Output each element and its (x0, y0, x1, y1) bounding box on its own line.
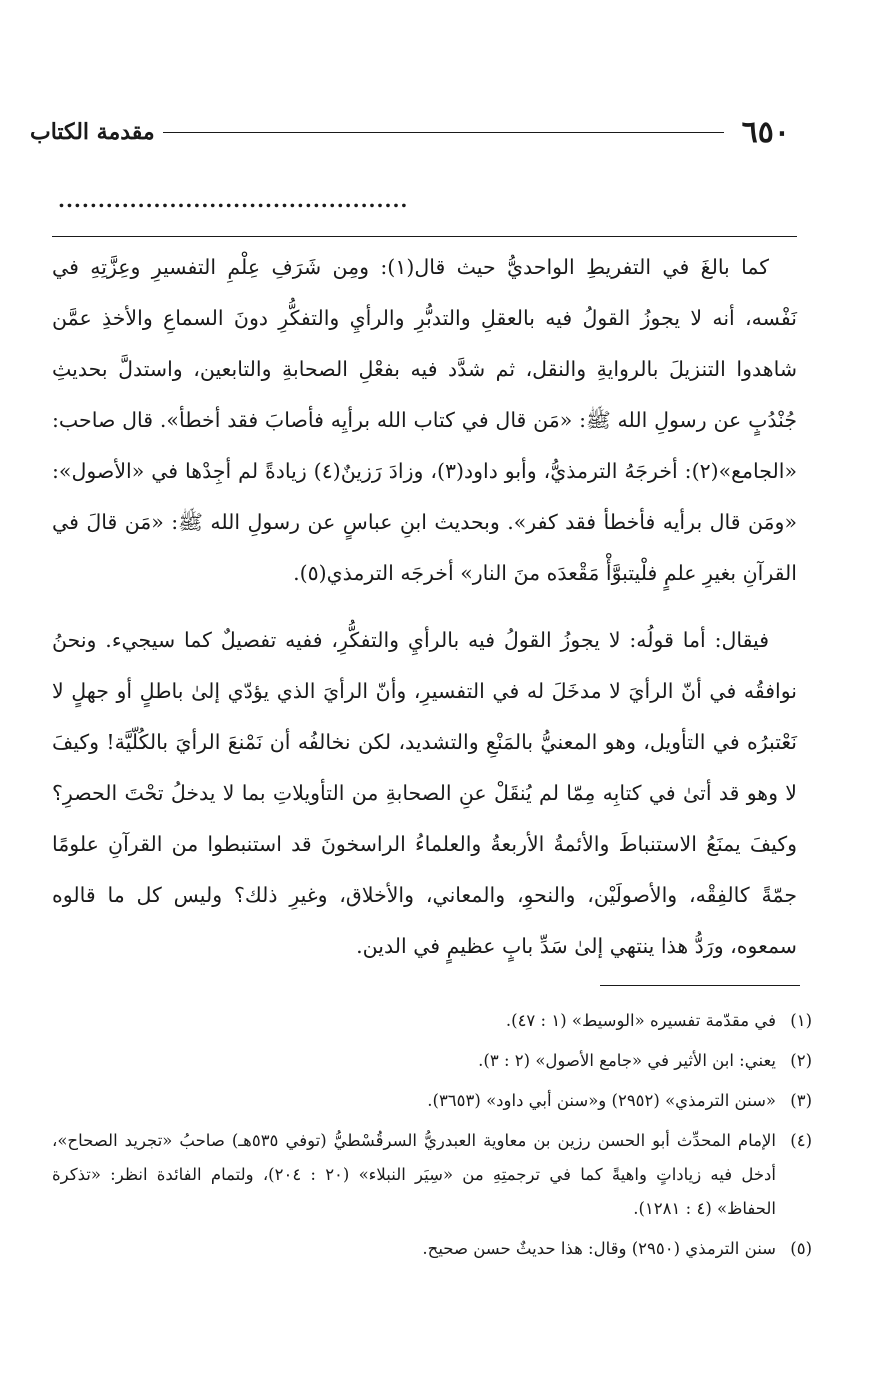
separator-dots: ............................................ (58, 188, 409, 212)
header-title: مقدمة الكتاب (30, 119, 155, 145)
footnote-text: «سنن الترمذي» (٢٩٥٢) و«سنن أبي داود» (٣٦٥٣). (427, 1091, 776, 1110)
footnotes (52, 1004, 812, 1272)
running-header (30, 112, 790, 152)
footnote-text: الإمام المحدِّث أبو الحسن رزين بن معاوية العبدريُّ السرقُسْطيُّ (توفي ٥٣٥هـ) صاحبُ «تجريد الصحاح»، أدخل فيه زياداتٍ واهيةً كما في ترجمتِهِ من «سِيَر النبلاء» (٢٠ : ٢٠٤)، ولتمام الفائدة انظر: «تذكرة الحفاظ» (٤ : ١٢٨١). (52, 1131, 776, 1218)
footnote-text: يعني: ابن الأثير في «جامع الأصول» (٢ : ٣). (478, 1051, 776, 1070)
footnote-item (52, 1084, 812, 1118)
footnote-text: سنن الترمذي (٢٩٥٠) وقال: هذا حديثٌ حسن صحيح. (422, 1239, 776, 1258)
footnote-text: في مقدّمة تفسيره «الوسيط» (١ : ٤٧). (505, 1011, 776, 1030)
footnote-number: (٢) (790, 1051, 812, 1070)
main-text (52, 242, 797, 972)
footnote-rule (600, 985, 800, 986)
footnote-number: (١) (790, 1011, 812, 1030)
footnote-item (52, 1044, 812, 1078)
paragraph: فيقال: أما قولُه: لا يجوزُ القولُ فيه بالرأيِ والتفكُّرِ، ففيه تفصيلٌ كما سيجيء. ونحنُ نوافقُه في أنّ الرأيَ لا مدخَلَ له في التفسيرِ، وأنّ الرأيَ الذي يؤدّي إلىٰ باطلٍ أو جهلٍ لا نَعْتبرُه في التأويل، وهو المعنيُّ بالمَنْعِ والتشديد، لكن نخالفُه أن نَمْنعَ الرأيَ بالكُلّيَّة! وكيفَ لا وهو قد أتىٰ في كتابِه مِمّا لم يُنقَلْ عنِ الصحابةِ من التأويلاتِ بما لا يدخلُ تحْتَ الحصرِ؟ وكيفَ يمنَعُ الاستنباطَ والأئمةُ الأربعةُ والعلماءُ الراسخونَ قد استنبطوا من القرآنِ علومًا جمّةً كالفِقْه، والأصولَيْن، والنحوِ، والمعاني، والأخلاق، وغيرِ ذلك؟ وليس كل ما قالوه سمعوه، ورَدُّ هذا ينتهي إلىٰ سَدِّ بابٍ عظيمٍ في الدين. (52, 628, 797, 958)
footnote-item (52, 1232, 812, 1266)
page-number: ٦٥٠ (741, 114, 790, 150)
header-rule (163, 132, 724, 133)
top-rule (52, 236, 797, 237)
footnote-number: (٣) (790, 1091, 812, 1110)
footnote-item (52, 1124, 812, 1226)
footnote-item (52, 1004, 812, 1038)
paragraph: كما بالغَ في التفريطِ الواحديُّ حيث قال(١): ومِن شَرَفِ عِلْمِ التفسيرِ وعِزَّتِهِ في نَفْسه، أنه لا يجوزُ القولُ فيه بالعقلِ والتدبُّرِ والرأيِ والتفكُّرِ دونَ السماعِ والأخذِ عمَّن شاهدوا التنزيلَ بالروايةِ والنقل، ثم شدَّد فيه بفعْلِ الصحابةِ والتابعين، واستدلَّ بحديثِ جُنْدُبٍ عن رسولِ الله ﷺ: «مَن قال في كتاب الله برأيِه فأصابَ فقد أخطأ». قال صاحب: «الجامع»(٢): أخرجَهُ الترمذيُّ، وأبو داود(٣)، وزادَ رَزينٌ(٤) زيادةً لم أجِدْها في «الأصول»: «ومَن قال برأيه فأخطأ فقد كفر». وبحديث ابنِ عباسٍ عن رسولِ الله ﷺ: «مَن قالَ في القرآنِ بغيرِ علمٍ فلْيتبوَّأْ مَقْعدَه منَ النار» أخرجَه الترمذي(٥). (52, 255, 798, 585)
footnote-number: (٤) (790, 1131, 812, 1150)
footnote-number: (٥) (790, 1239, 812, 1258)
